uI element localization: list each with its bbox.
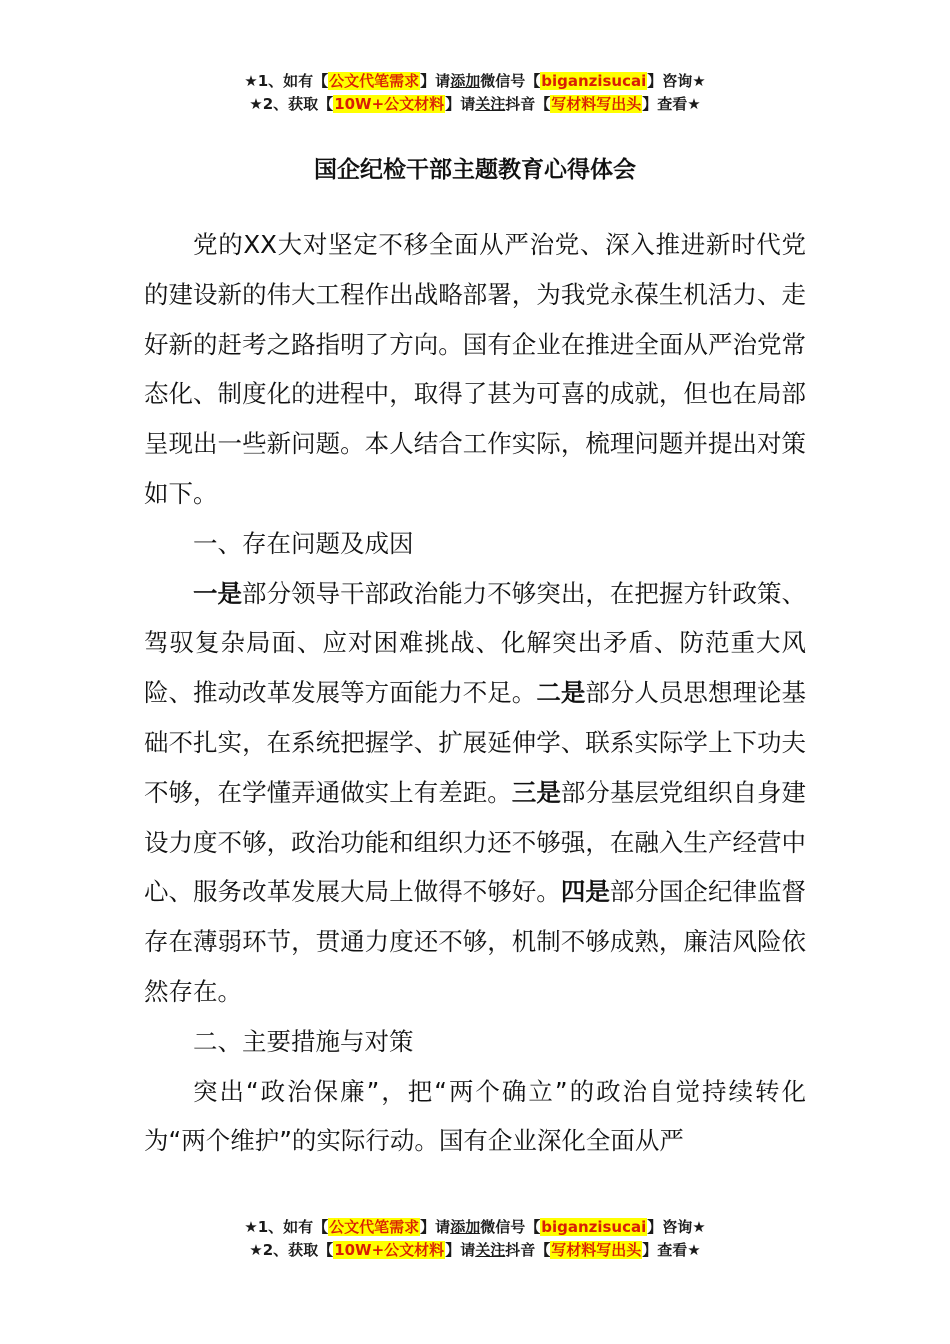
problem-text: 部分基层党组织自身建设力度不够，政治功能和组织力还不够强，在融入生产经营中心、服务改革发展大局上做得不够好。 xyxy=(144,777,807,907)
promo-highlight: 10W+公文材料 xyxy=(334,95,445,113)
section-heading-measures: 二、主要措施与对策 xyxy=(193,1026,414,1056)
promo-line-1: ★1、如有【公文代笔需求】请添加微信号【biganzisucai】咨询★ xyxy=(244,1218,706,1236)
promo-banner-top xyxy=(0,70,950,116)
problem-label: 三是 xyxy=(511,777,561,807)
promo-douyin-id: 写材料写出头 xyxy=(551,95,642,113)
problem-text: 部分国企纪律监督存在薄弱环节，贯通力度还不够，机制不够成熟，廉洁风险依然存在。 xyxy=(144,877,807,1006)
promo-douyin-id: 写材料写出头 xyxy=(551,1241,642,1259)
intro-paragraph: 党的XX大对坚定不移全面从严治党、深入推进新时代党的建设新的伟大工程作出战略部署，为我党永葆生机活力、走好新的赶考之路指明了方向。国有企业在推进全面从严治党常态化、制度化的进程中，取得了甚为可喜的成就，但也在局部呈现出一些新问题。本人结合工作实际，梳理问题并提出对策如下。 xyxy=(144,230,806,508)
document-title: 国企纪检干部主题教育心得体会 xyxy=(314,157,636,183)
promo-wechat-id: biganzisucai xyxy=(541,1218,647,1236)
promo-highlight: 公文代笔需求 xyxy=(329,1218,420,1236)
promo-line-2: ★2、获取【10W+公文材料】请关注抖音【写材料写出头】查看★ xyxy=(249,95,701,113)
problem-text: 部分人员思想理论基础不扎实，在系统把握学、扩展延伸学、联系实际学上下功夫不够，在学懂弄通做实上有差距。 xyxy=(144,678,807,807)
problem-label: 一是 xyxy=(193,578,243,608)
problem-label: 二是 xyxy=(536,678,586,708)
promo-banner-bottom xyxy=(0,1216,950,1262)
promo-line-2: ★2、获取【10W+公文材料】请关注抖音【写材料写出头】查看★ xyxy=(249,1241,701,1259)
promo-wechat-id: biganzisucai xyxy=(541,72,647,90)
document-body xyxy=(144,220,806,1166)
promo-line-1: ★1、如有【公文代笔需求】请添加微信号【biganzisucai】咨询★ xyxy=(244,72,706,90)
promo-highlight: 10W+公文材料 xyxy=(334,1241,445,1259)
problems-paragraph xyxy=(144,569,806,1017)
promo-highlight: 公文代笔需求 xyxy=(329,72,420,90)
section-heading-problems: 一、存在问题及成因 xyxy=(193,528,414,558)
problem-label: 四是 xyxy=(560,877,610,907)
problem-text: 部分领导干部政治能力不够突出，在把握方针政策、驾驭复杂局面、应对困难挑战、化解突出矛盾、防范重大风险、推动改革发展等方面能力不足。 xyxy=(144,578,807,708)
measures-paragraph: 突出“政治保廉”，把“两个确立”的政治自觉持续转化为“两个维护”的实际行动。国有企业深化全面从严 xyxy=(144,1076,806,1156)
